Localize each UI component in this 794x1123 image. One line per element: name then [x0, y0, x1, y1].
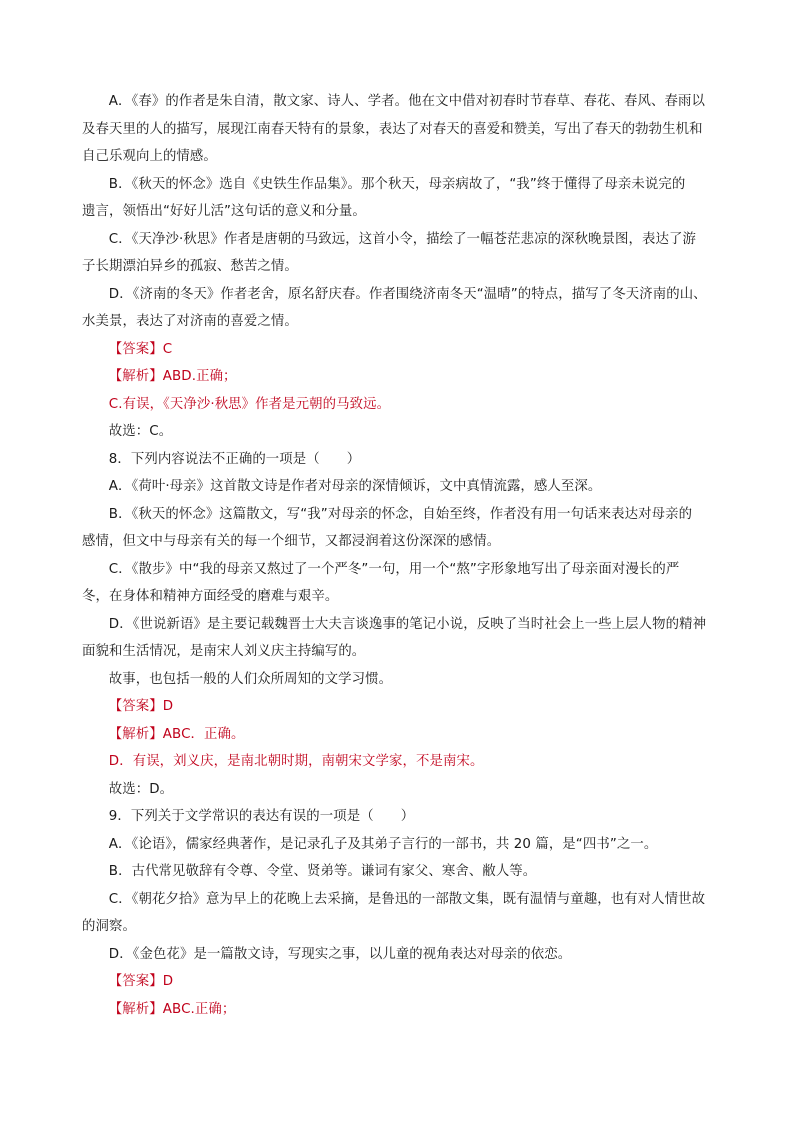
analysis-text: ABC.正确；: [162, 1001, 236, 1017]
q8-option-c-cont: 冬，在身体和精神方面经受的磨难与艰辛。: [82, 589, 339, 604]
analysis-tag: 【解析】: [108, 369, 163, 384]
q8-analysis: [82, 721, 722, 749]
q7-conclusion: 故选：C。: [108, 424, 173, 439]
q9-stem: 9．下列关于文学常识的表达有误的一项是（ ）: [108, 809, 415, 824]
q9-option-b: B．古代常见敬辞有令尊、令堂、贤弟等。谦词有家父、寒舍、敝人等。: [108, 864, 537, 879]
q8-option-b-cont: 感情，但文中与母亲有关的每一个细节，又都浸润着这份深深的感情。: [82, 534, 501, 549]
answer-value: D: [162, 699, 174, 714]
q8-stem: 8．下列内容说法不正确的一项是（ ）: [108, 451, 361, 467]
q7-option-a-cont2: 自己乐观向上的情感。: [82, 149, 217, 164]
q8-conclusion: 故选：D。: [108, 781, 174, 797]
q7-answer: [82, 336, 722, 364]
analysis-text: ABD.正确；: [162, 369, 237, 384]
q8-option-d: D．《世说新语》是主要记载魏晋士大夫言谈逸事的笔记小说，反映了当时社会上一些上层人物的精神: [108, 616, 707, 632]
q8-option-a: A．《荷叶·母亲》这首散文诗是作者对母亲的深情倾诉，文中真情流露，感人至深。: [108, 479, 602, 494]
q7-option-b-cont: 遗言，领悟出“好好儿活”这句话的意义和分量。: [82, 204, 366, 219]
document-body: [82, 88, 722, 1023]
q7-analysis: [82, 363, 722, 391]
q9-option-d: D．《金色花》是一篇散文诗，写现实之事，以儿童的视角表达对母亲的依恋。: [108, 946, 572, 962]
analysis-tag: 【解析】: [108, 1001, 163, 1017]
q7-option-a: A．《春》的作者是朱自清，散文家、诗人、学者。他在文中借对初春时节春草、春花、春风、春雨以: [108, 94, 705, 109]
answer-value: C: [162, 341, 173, 357]
q7-option-d-cont: 水美景，表达了对济南的喜爱之情。: [82, 314, 298, 329]
q7-option-c: C．《天净沙·秋思》作者是唐朝的马致远，这首小令，描绘了一幅苍茫悲凉的深秋晚景图，表达了游: [108, 231, 696, 247]
q9-analysis: [82, 996, 722, 1024]
q7-analysis-detail: C.有误，《天净沙·秋思》作者是元朝的马致远。: [108, 396, 391, 412]
q9-option-c: C．《朝花夕拾》意为早上的花晚上去采摘，是鲁迅的一部散文集，既有温情与童趣，也有对人情世故: [108, 891, 706, 907]
q7-option-c-cont: 子长期漂泊异乡的孤寂、愁苦之情。: [82, 259, 298, 274]
q7-option-b: B．《秋天的怀念》选自《史铁生作品集》。那个秋天，母亲病故了，“我”终于懂得了母亲未说完的: [108, 176, 686, 192]
answer-value: D: [162, 974, 174, 989]
answer-tag: 【答案】: [108, 341, 163, 357]
q8-option-c: C．《散步》中“我的母亲又熬过了一个严冬”一句，用一个“熬”字形象地写出了母亲面对漫长的严: [108, 561, 680, 577]
q8-extra: 故事，也包括一般的人们众所周知的文学习惯。: [108, 671, 393, 687]
q8-option-d-cont: 面貌和生活情况，是南宋人刘义庆主持编写的。: [82, 644, 366, 659]
q9-option-a: A．《论语》，儒家经典著作，是记录孔子及其弟子言行的一部书，共 20 篇，是“四书”之一。: [108, 836, 658, 852]
q9-option-c-cont: 的洞察。: [82, 919, 136, 934]
analysis-tag: 【解析】: [108, 726, 163, 742]
answer-tag: 【答案】: [108, 699, 163, 714]
answer-tag: 【答案】: [108, 974, 163, 989]
q9-answer: [82, 968, 722, 996]
q7-option-d: D．《济南的冬天》作者老舍，原名舒庆春。作者围绕济南冬天“温晴”的特点，描写了冬天济南的山、: [108, 286, 707, 302]
analysis-text: ABC．正确。: [162, 726, 245, 742]
q7-option-a-cont: 及春天里的人的描写，展现江南春天特有的景象，表达了对春天的喜爱和赞美，写出了春天的勃勃生机和: [82, 121, 703, 137]
q8-analysis-detail: D．有误，刘义庆，是南北朝时期，南朝宋文学家，不是南宋。: [108, 754, 484, 769]
q8-answer: [82, 693, 722, 721]
q8-option-b: B．《秋天的怀念》这篇散文，写“我”对母亲的怀念，自始至终，作者没有用一句话来表达对母亲的: [108, 506, 693, 522]
